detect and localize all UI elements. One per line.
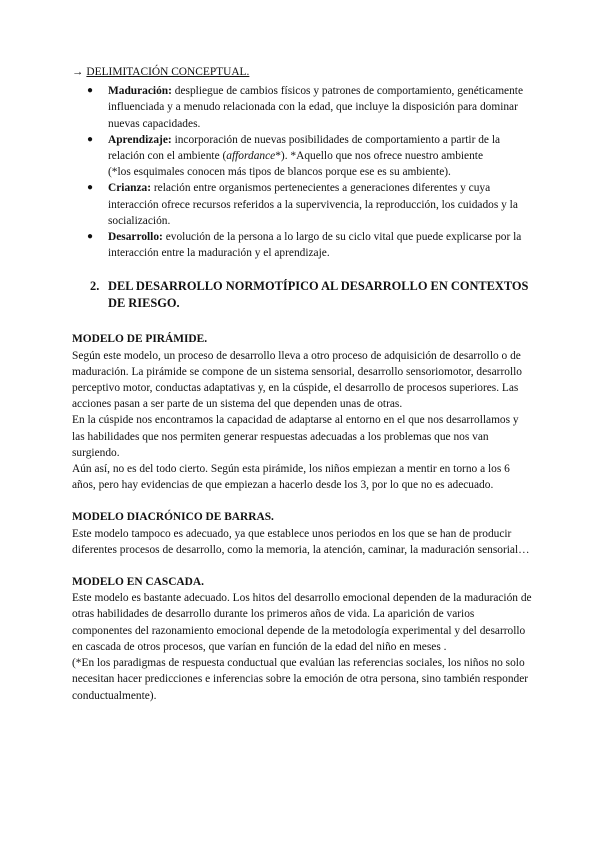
bullet-icon: ● <box>87 231 94 243</box>
definition-italic: affordance <box>226 150 276 163</box>
heading-number: 2. <box>90 279 100 294</box>
definition-item-aprendizaje <box>87 132 534 181</box>
definition-text-after: *). *Aquello que nos ofrece nuestro ambiente <box>275 150 484 163</box>
definition-list <box>72 83 534 261</box>
document-content <box>72 64 534 720</box>
heading-text: DEL DESARROLLO NORMOTÍPICO AL DESARROLLO EN CONTEXTOS DE RIESGO. <box>108 279 529 311</box>
definition-text-before: incorporación de nuevas posibilidades de comportamiento a partir de la relación con el ambiente ( <box>108 133 501 163</box>
model-diacronico <box>72 509 534 558</box>
model-paragraph: Aún así, no es del todo cierto. Según esta pirámide, los niños empiezan a mentir en torno a los 6 años, pero hay evidencias de que empiezan a hacerlo desde los 3, por lo que no es adecuado. <box>72 463 510 492</box>
arrow-icon: → <box>72 66 84 78</box>
definition-text: evolución de la persona a lo largo de su ciclo vital que puede explicarse por la interacción entre la maduración y el aprendizaje. <box>108 231 522 260</box>
model-piramide <box>72 331 534 493</box>
numbered-heading <box>72 278 534 312</box>
model-paragraph: En la cúspide nos encontramos la capacidad de adaptarse al entorno en el que nos desarrollamos y las habilidades que nos permiten generar respuestas adecuadas a los problemas que nos van surgiendo. <box>72 414 519 459</box>
section-title-text: DELIMITACIÓN CONCEPTUAL. <box>86 66 250 78</box>
definition-text: despliegue de cambios físicos y patrones de comportamiento, genéticamente influenciada y a menudo relacionada con la edad, que incluye la disposición para dominar nuevas capacidades. <box>108 85 524 130</box>
definition-item-crianza <box>87 180 534 229</box>
definition-term: Maduración: <box>108 85 172 98</box>
bullet-icon: ● <box>87 85 94 97</box>
model-title: MODELO DE PIRÁMIDE. <box>72 333 208 346</box>
model-paragraph: Este modelo es bastante adecuado. Los hitos del desarrollo emocional dependen de la maduración de otras habilidades de desarrollo durante los primeros años de vida. La aparición de varios componentes del razonamiento emocional depende de la metodología experimental y del desarrollo en cascada de otros procesos, que varían en función de la edad del niño en meses . <box>72 592 532 653</box>
definition-term: Desarrollo: <box>108 231 163 244</box>
model-paragraph: Este modelo tampoco es adecuado, ya que establece unos periodos en los que se han de producir diferentes procesos de desarrollo, como la memoria, la atención, caminar, la maduración sensorial… <box>72 527 530 556</box>
definition-text: relación entre organismos pertenecientes a generaciones diferentes y cuya interacción ofrece recursos referidos a la supervivencia, la reproducción, los cuidados y la socialización. <box>108 182 518 227</box>
model-paragraph: (*En los paradigmas de respuesta conductual que evalúan las referencias sociales, los niños no solo necesitan hacer predicciones e inferencias sobre la emoción de otra persona, sino también responder conductualmente). <box>72 657 529 702</box>
definition-item-maduracion <box>87 83 534 132</box>
model-title: MODELO EN CASCADA. <box>72 576 204 589</box>
model-title: MODELO DIACRÓNICO DE BARRAS. <box>72 511 274 524</box>
section-title <box>72 64 534 80</box>
bullet-icon: ● <box>87 182 94 194</box>
definition-note: (*los esquimales conocen más tipos de blancos porque ese es su ambiente). <box>108 166 451 179</box>
definition-item-desarrollo <box>87 229 534 261</box>
model-paragraph: Según este modelo, un proceso de desarrollo lleva a otro proceso de adquisición de desarrollo o de maduración. La pirámide se compone de un sistema sensorial, desarrollo sensoriomotor, desarrollo perceptivo motor, conductas adaptativas y, en la cúspide, el desarrollo de procesos superiores. Las acciones pasan a ser parte de un sistema del que dependen unas de otras. <box>72 349 522 411</box>
definition-term: Aprendizaje: <box>108 133 172 146</box>
model-cascada <box>72 574 534 704</box>
definition-term: Crianza: <box>108 182 152 195</box>
bullet-icon: ● <box>87 133 94 145</box>
